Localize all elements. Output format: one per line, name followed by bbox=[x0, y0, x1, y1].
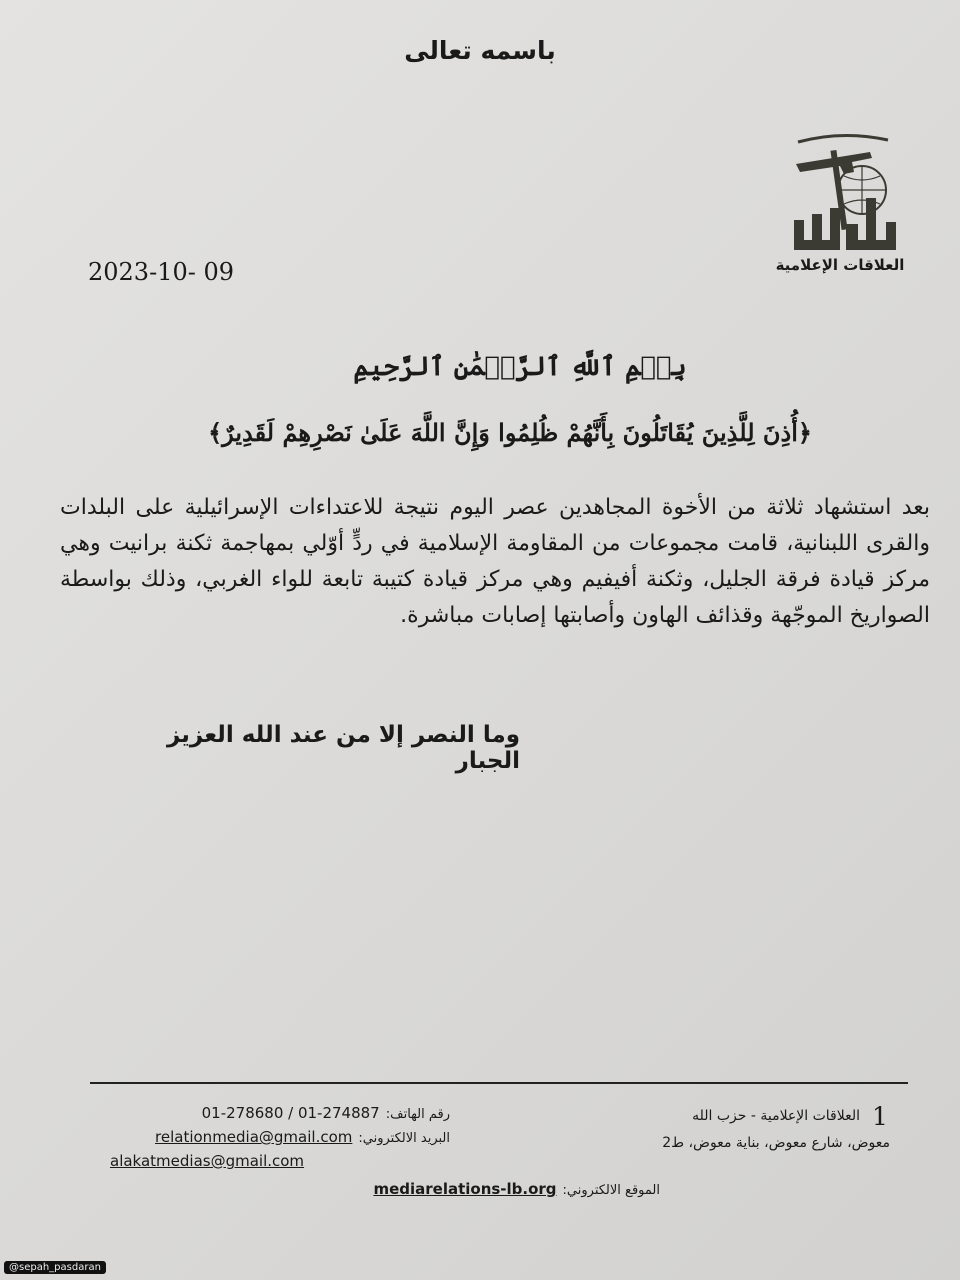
footer-divider bbox=[90, 1082, 908, 1084]
footer-phone-row bbox=[150, 1104, 450, 1122]
phone-label: رقم الهاتف: bbox=[385, 1107, 450, 1122]
website-link[interactable]: mediarelations-lb.org bbox=[373, 1180, 557, 1198]
logo-emblem-icon bbox=[780, 128, 905, 258]
email-label: البريد الالكتروني: bbox=[358, 1131, 450, 1146]
footer-org-name: العلاقات الإعلامية - حزب الله bbox=[692, 1108, 860, 1124]
footer-website-row bbox=[340, 1180, 660, 1198]
logo-caption: العلاقات الإعلامية bbox=[775, 256, 905, 274]
footer-email-row bbox=[100, 1128, 450, 1146]
email-link-2[interactable]: alakatmedias@gmail.com bbox=[110, 1152, 305, 1170]
page-number: 1 bbox=[872, 1102, 888, 1131]
phone-numbers: 01-278680 / 01-274887 bbox=[201, 1104, 380, 1122]
website-label: الموقع الالكتروني: bbox=[562, 1183, 660, 1198]
watermark-handle: @sepah_pasdaran bbox=[4, 1261, 106, 1274]
basmala: بِسۡمِ ٱللَّهِ ٱلرَّحۡمَٰنِ ٱلرَّحِيمِ bbox=[353, 352, 687, 382]
footer-address: معوض، شارع معوض، بناية معوض، ط2 bbox=[662, 1135, 890, 1151]
statement-body: بعد استشهاد ثلاثة من الأخوة المجاهدين عصر اليوم نتيجة للاعتداءات الإسرائيلية على البلدات والقرى اللبنانية، قامت مجموعات من المقاومة الإسلامية في ردٍّ أوّلي بمهاجمة ثكنة برانيت وهي مركز قيادة فرقة الجليل، وثكنة أفيفيم وهي مركز قيادة كتيبة تابعة للواء الغربي، وذلك بواسطة الصواريخ الموجّهة وقذائف الهاون وأصابتها إصابات مباشرة. bbox=[60, 495, 930, 628]
email-link-1[interactable]: relationmedia@gmail.com bbox=[155, 1128, 353, 1146]
page-header-title: باسمه تعالى bbox=[404, 36, 556, 65]
closing-line: وما النصر إلا من عند الله العزيز الجبار bbox=[166, 722, 520, 774]
document-date: 2023-10- 09 bbox=[88, 258, 235, 286]
quran-verse: ﴿أُذِنَ لِلَّذِينَ يُقَاتَلُونَ بِأَنَّهُمْ ظُلِمُوا وَإِنَّ اللَّهَ عَلَىٰ نَصْرِهِمْ لَقَدِيرٌ﴾ bbox=[208, 418, 812, 447]
